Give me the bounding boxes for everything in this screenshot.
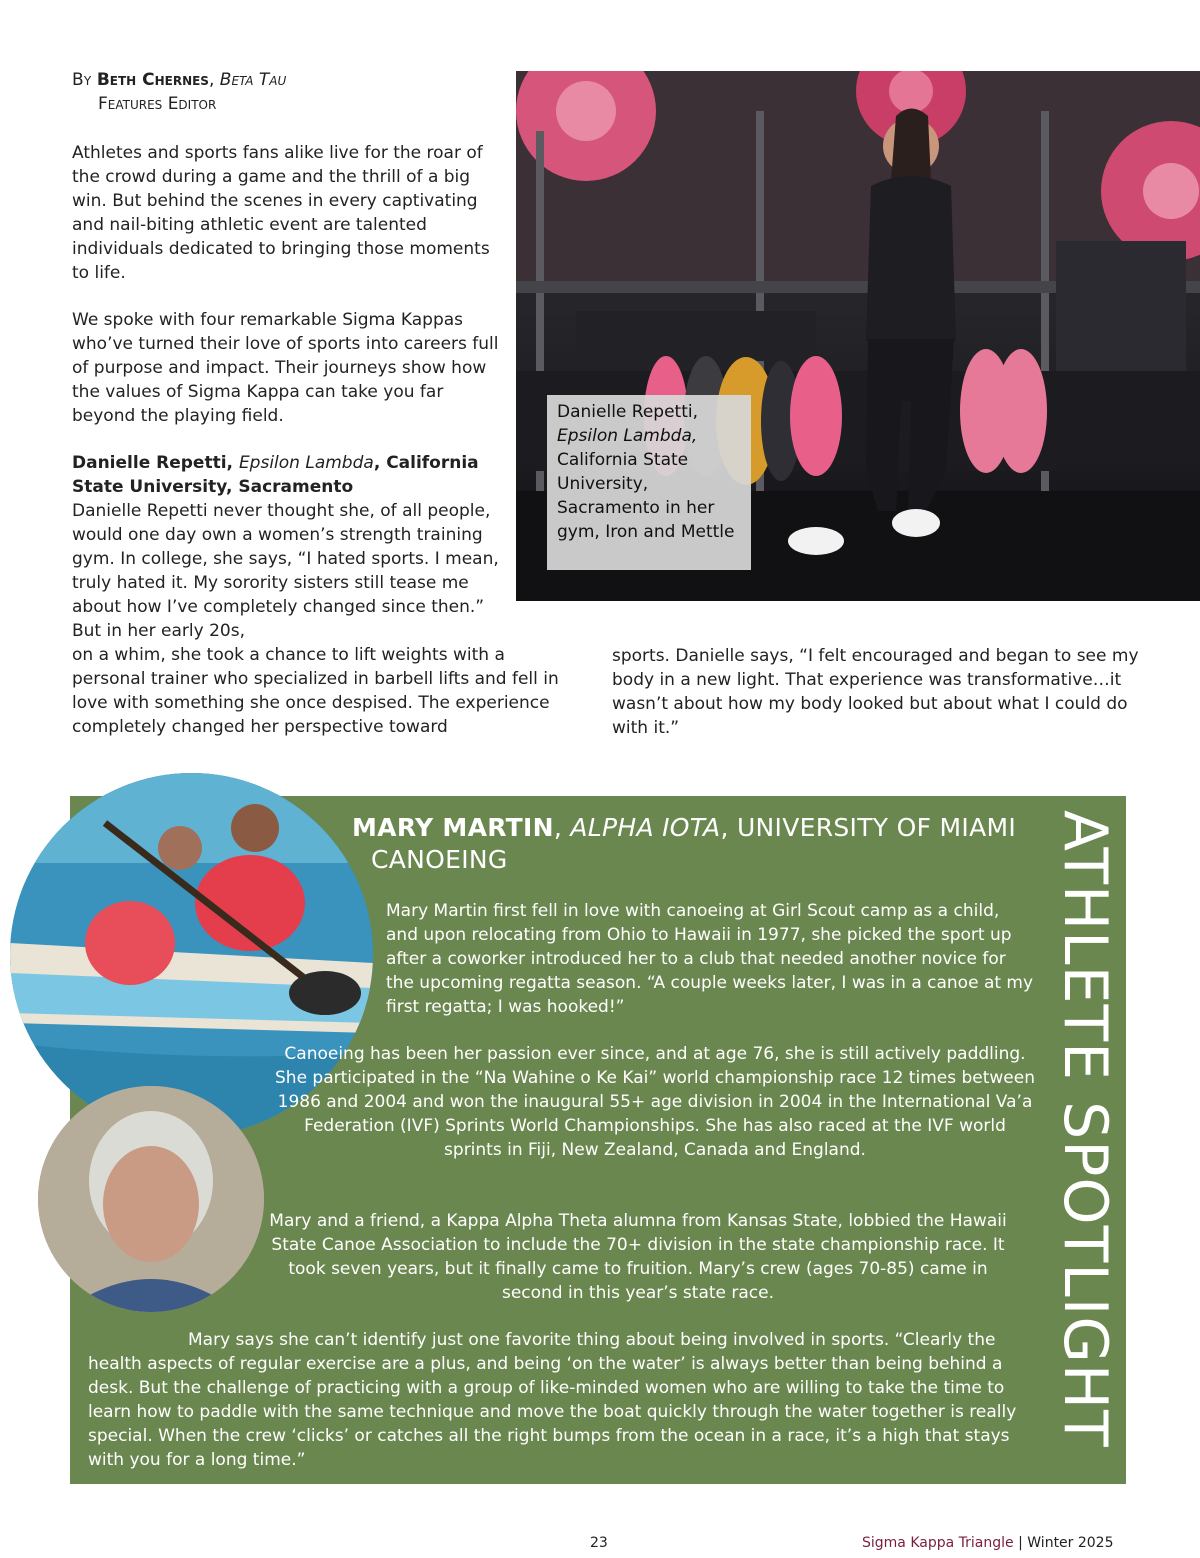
danielle-heading-name: Danielle Repetti, [72,453,234,473]
danielle-heading-school: , California State University, Sacramento [72,453,479,497]
spotlight-name: MARY MARTIN [352,813,554,842]
intro-paragraph-2: We spoke with four remarkable Sigma Kappas who’ve turned their love of sports into careers full of purpose and impact. Their journeys show how the values of Sigma Kappa can take you far beyond the playing field. [72,310,499,426]
caption-name: Danielle Repetti, [557,402,698,422]
footer-separator: | [1018,1535,1023,1551]
gym-photo-caption [547,395,751,570]
caption-chapter: Epsilon Lambda, [557,426,698,446]
athlete-spotlight-title: ATHLETE SPOTLIGHT [1050,810,1120,1448]
byline-role: Features Editor [98,94,217,114]
publication-name: Sigma Kappa Triangle [862,1535,1014,1551]
spotlight-heading: MARY MARTIN, ALPHA IOTA, UNIVERSITY OF MIAMI [352,813,1017,842]
byline-author: Beth Chernes [96,70,209,90]
byline-chapter: Beta Tau [219,70,287,90]
publication-footer [862,1535,1114,1551]
danielle-paragraph-b: on a whim, she took a chance to lift weights with a personal trainer who specialized in barbell lifts and fell in love with something she once despised. The experience completely changed her perspective toward [72,645,559,737]
page-number: 23 [590,1535,608,1551]
spotlight-paragraph-4: Mary says she can’t identify just one favorite thing about being involved in sports. “Clearly the health aspects of regular exercise are a plus, and being ‘on the water’ is always better than being behind a desk. But the challenge of practicing with a group of like-minded women who are willing to take the time to learn how to paddle with the same technique and move the boat quickly through the water together is really special. When the crew ‘clicks’ or catches all the right bumps from the ocean in a race, it’s a high that stays with you for a long time.” [88,1330,1017,1470]
danielle-paragraph-a: Danielle Repetti never thought she, of all people, would one day own a women’s strength training gym. In college, she says, “I hated sports. I mean, truly hated it. My sorority sisters still tease me about how I’ve completely changed since then.” But in her early 20s, [72,501,499,641]
byline: By Beth Chernes, Beta Tau Features Editor [72,70,287,114]
danielle-section [72,451,502,643]
spotlight-paragraph-1: Mary Martin first fell in love with canoeing at Girl Scout camp as a child, and upon relocating from Ohio to Hawaii in 1977, she picked the sport up after a coworker introduced her to a club that needed another novice for the upcoming regatta season. “A couple weeks later, I was in a canoe at my first regatta; I was hooked!” [386,901,1034,1017]
spotlight-sport: CANOEING [371,845,508,874]
issue-name: Winter 2025 [1027,1535,1114,1551]
mary-martin-portrait [38,1086,264,1312]
caption-text: California State University, Sacramento in her gym, Iron and Mettle [557,450,735,542]
spotlight-paragraph-2: Canoeing has been her passion ever since, and at age 76, she is still actively paddling. She participated in the “Na Wahine o Ke Kai” world championship race 12 times between 1986 and 2004 and won the inaugural 55+ age division in 2004 in the International Va’a Federation (IVF) Sprints World Championships. She has also raced at the IVF world sprints in Fiji, New Zealand, Canada and England. [275,1044,1035,1160]
intro-paragraph-1: Athletes and sports fans alike live for the roar of the crowd during a game and the thrill of a big win. But behind the scenes in every captivating and nail-biting athletic event are talented individuals dedicated to bringing those moments to life. [72,143,490,283]
spotlight-paragraph-3: Mary and a friend, a Kappa Alpha Theta alumna from Kansas State, lobbied the Hawaii State Canoe Association to include the 70+ division in the state championship race. It took seven years, but it finally came to fruition. Mary’s crew (ages 70-85) came in second in this year’s state race. [269,1211,1007,1303]
spotlight-school: , UNIVERSITY OF MIAMI [720,813,1017,842]
byline-by: By [72,70,92,90]
spotlight-chapter: ALPHA IOTA [570,813,721,842]
danielle-heading [72,451,502,499]
danielle-heading-chapter: Epsilon Lambda [238,453,374,473]
danielle-paragraph-c: sports. Danielle says, “I felt encouraged and began to see my body in a new light. That experience was transformative…it wasn’t about how my body looked but about what I could do with it.” [612,646,1139,738]
